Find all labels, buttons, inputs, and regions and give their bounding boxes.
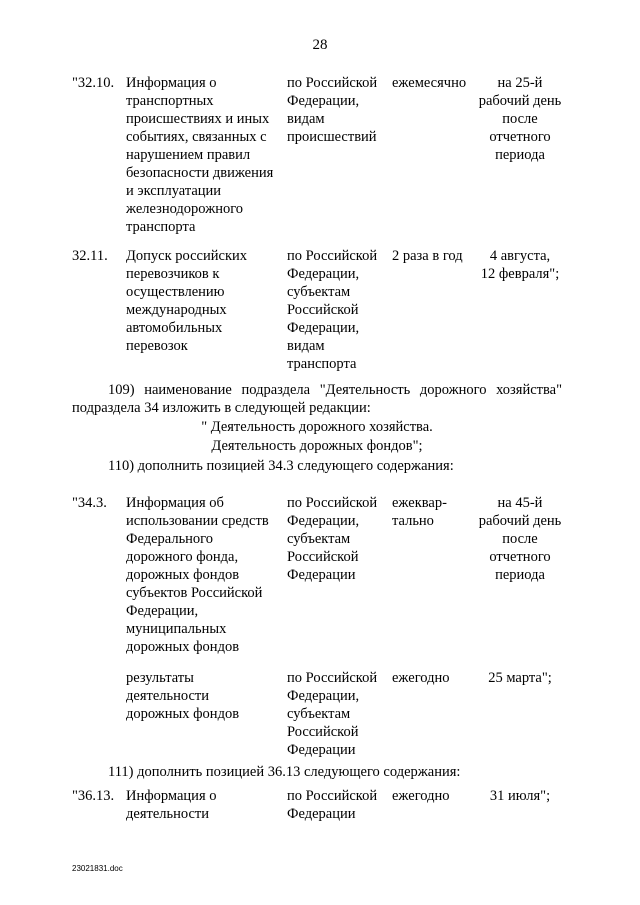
document-filename: 23021831.doc <box>72 864 123 873</box>
paragraph-111: 111) дополнить позицией 36.13 следующего содержания: <box>108 764 461 780</box>
row-scope: по Российской Федерации, субъектам Российской Федерации <box>287 495 378 583</box>
row-number: "36.13. <box>72 788 115 804</box>
row-scope: по Российской Федерации, субъектам Российской Федерации <box>287 670 378 758</box>
paragraph-109-line2: подраздела 34 изложить в следующей редакции: <box>72 400 371 416</box>
row-frequency: 2 раза в год <box>392 248 463 264</box>
row-deadline: 4 августа, 12 февраля"; <box>480 248 560 282</box>
row-description: Информация о деятельности <box>126 788 217 822</box>
row-deadline: 25 марта"; <box>488 670 552 686</box>
row-frequency: ежегодно <box>392 670 450 686</box>
row-scope: по Российской Федерации, видам происшествий <box>287 75 378 145</box>
row-scope: по Российской Федерации <box>287 788 378 822</box>
row-deadline: 31 июля"; <box>489 788 551 804</box>
row-description: Информация об использовании средств Федерального дорожного фонда, дорожных фондов субъектов Российской Федерации, муниципальных дорожных фондов <box>126 495 269 655</box>
quoted-title-line2: Деятельность дорожных фондов"; <box>211 438 423 454</box>
row-frequency: ежегодно <box>392 788 450 804</box>
row-number: "34.3. <box>72 495 107 511</box>
paragraph-110: 110) дополнить позицией 34.3 следующего содержания: <box>108 458 454 474</box>
paragraph-109-line1: 109) наименование подраздела "Деятельность дорожного хозяйства" <box>108 382 562 398</box>
row-number: 32.11. <box>72 248 108 264</box>
quoted-title-line1: " Деятельность дорожного хозяйства. <box>201 419 433 435</box>
page-number: 28 <box>312 37 328 53</box>
row-deadline: на 25-й рабочий день после отчетного периода <box>478 75 562 163</box>
row-description: Допуск российских перевозчиков к осуществлению международных автомобильных перевозок <box>126 248 247 354</box>
row-frequency: ежеквар- тально <box>392 495 447 529</box>
row-frequency: ежемесячно <box>392 75 467 91</box>
row-deadline: на 45-й рабочий день после отчетного периода <box>478 495 562 583</box>
row-description: результаты деятельности дорожных фондов <box>126 670 240 722</box>
row-description: Информация о транспортных происшествиях и иных событиях, связанных с нарушением правил безопасности движения и эксплуатации железнодорожного транспорта <box>126 75 274 235</box>
row-number: "32.10. <box>72 75 115 91</box>
row-scope: по Российской Федерации, субъектам Российской Федерации, видам транспорта <box>287 248 378 372</box>
